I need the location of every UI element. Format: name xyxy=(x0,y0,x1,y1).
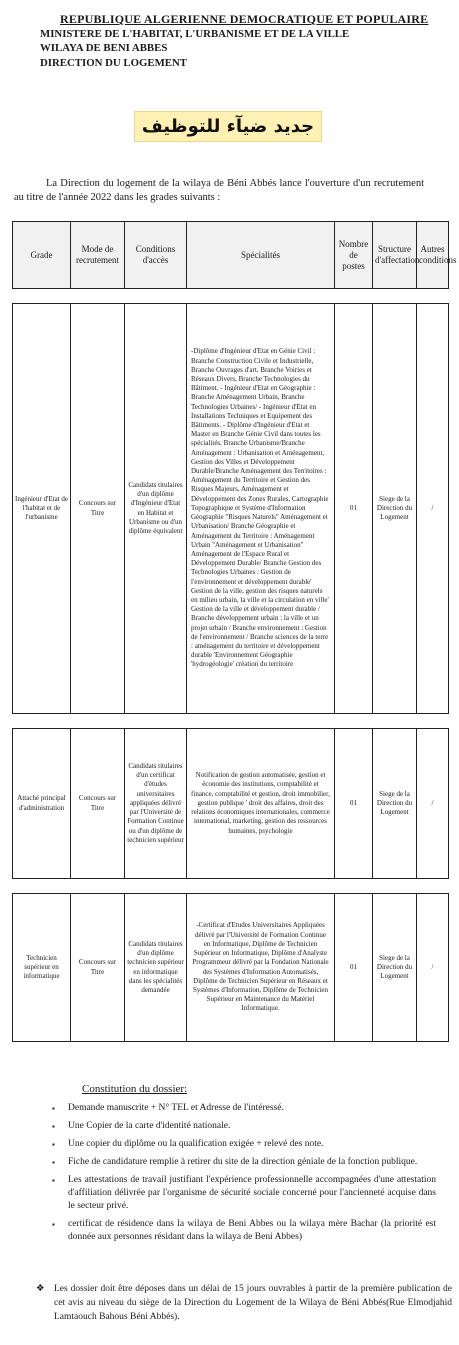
table-row xyxy=(13,304,449,714)
wilaya-line: WILAYA DE BENI ABBES xyxy=(40,42,168,54)
table-row xyxy=(13,729,449,879)
row-structure: Siege de la Direction du Logement xyxy=(373,304,417,714)
row-mode: Concours sur Titre xyxy=(71,304,125,714)
table-header-row xyxy=(13,222,449,289)
row-autres: / xyxy=(417,729,449,879)
table-separator xyxy=(13,714,449,729)
dossier-title: Constitution du dossier: xyxy=(82,1083,188,1095)
dossier-list xyxy=(36,1102,436,1244)
republic-title: REPUBLIQUE ALGERIENNE DEMOCRATIQUE ET POPULAIRE xyxy=(60,12,429,26)
header-nombre: Nombre de postes xyxy=(335,222,373,289)
row-mode: Concours sur Titre xyxy=(71,894,125,1042)
diamond-bullet-icon: ❖ xyxy=(36,1284,45,1294)
row-specialites: Notification de gestion automatisée, gestion et économie des institutions, comptabilité et finance, comptabilité et gestion, droit immobilier, gestion publique ' droit des affaires, droit des relations économiques internationales, commerce international, marketing, gestion des ressources humaines, psychologie xyxy=(187,729,335,879)
row-grade: Attaché principal d'administration xyxy=(13,729,71,879)
header-mode: Mode de recrutement xyxy=(71,222,125,289)
header-autres: Autres conditions xyxy=(417,222,449,289)
ministry-line: MINISTERE DE L'HABITAT, L'URBANISME ET DE LA VILLE xyxy=(40,27,350,40)
row-conditions: Candidats titulaires d'un certificat d'études universitaires appliquées délivré par l'Université de Formation Continue ou d'un diplôme de technicien supérieur xyxy=(125,729,187,879)
row-nombre: 01 xyxy=(335,729,373,879)
recruitment-table xyxy=(12,221,457,1042)
direction-line: DIRECTION DU LOGEMENT xyxy=(40,56,187,69)
arabic-banner: جديد ضيآء للتوظيف xyxy=(134,111,322,142)
row-mode: Concours sur Titre xyxy=(71,729,125,879)
deadline-text: Les dossier doit être déposes dans un délai de 15 jours ouvrables à partir de la première publication de cet avis au niveau du siège de la Direction du Logement de la Wilaya de Béni Abbés(Rue Elmodjahid Lamtaouch Bahous Béni Abbés). xyxy=(54,1284,452,1322)
dossier-section xyxy=(36,1083,436,1249)
row-autres: / xyxy=(417,304,449,714)
row-specialites: -Diplôme d'Ingénieur d'Etat en Génie Civil : Branche Construction Civile et Industrielle, Branche Ouvrages d'art, Branche Voiries et Réseaux Divers, Branche Technologies du Bâtiment. - Ingénieur d'Etat en Géographie : Branche Aménagement Urbain, Branche Technologies Urbaines/ - Ingénieur d'Etat en Installations Techniques et Equipement des Bâtiments. - Diplôme d'Ingénieur d'Etat et Master en Branche Génie Civil dans toutes les spécialités, Branche Urbanisme/Branche Aménagement : Urbanisation et Aménagement, Gestion des Villes et Développement Durable/Branche Aménagement des Territoires : Aménagement du Territoire et Gestion des Risques Majeurs, Aménagement et Développement des Zones Rurales, Cartographie Topographique et Système d'Information Géographie "Risques Naturels" Aménagement et Urbanisation/ Branche Géographie et Aménagement du Territoire : Aménagement Urbain "Aménagement et Urbanisation" Aménagement de l'Espace Rural et Développement Durable/ Branche Gestion des Technologies Urbaines : Gestion de l'environnement et développement durable' Gestion de la ville, gestion des risques naturels en milieu urbain, la ville et la circulation en ville' Gestion de la ville et développement durable / Branche développement urbain : la ville et un projet urbain / Branche environnement : Gestion de l'environnement / Branche sciences de la terre : aménagement du territoire et développement durable 'Environnement Géographie 'hydrogéologie' création du territoire xyxy=(187,304,335,714)
row-conditions: Candidats titulaires d'un diplôme d'Ingénieur d'Etat en Habitat et Urbanisme ou d'un diplôme équivalent xyxy=(125,304,187,714)
table-separator xyxy=(13,879,449,894)
row-structure: Siege de la Direction du Logement xyxy=(373,729,417,879)
row-grade: Ingénieur d'Etat de l'habitat et de l'urbanisme xyxy=(13,304,71,714)
list-item: ▪ Demande manuscrite + N° TEL et Adresse de l'intéressé. xyxy=(36,1102,436,1115)
intro-paragraph: La Direction du logement de la wilaya de Béni Abbés lance l'ouverture d'un recrutement au titre de l'année 2022 dans les grades suivants : xyxy=(14,178,424,203)
list-item: ▪ Les attestations de travail justifiant l'expérience professionnelle accompagnées d'une attestation d'affiliation délivrée par l'organisme de sécurité sociale concerné pour l'ancienneté acquise dans le secteur privé. xyxy=(36,1174,436,1213)
table-separator xyxy=(13,289,449,304)
list-item: ▪ Fiche de candidature remplie à retirer du site de la direction géniale de la fonction publique. xyxy=(36,1156,436,1169)
row-conditions: Candidats titulaires d'un diplôme technicien supérieur en informatique dans les spécialités demandée xyxy=(125,894,187,1042)
deadline-paragraph xyxy=(36,1282,452,1324)
row-structure: Siege de la Direction du Logement xyxy=(373,894,417,1042)
table-row xyxy=(13,894,449,1042)
list-item: ▪ Une copier du diplôme ou la qualification exigée + relevé des note. xyxy=(36,1138,436,1151)
header-grade: Grade xyxy=(13,222,71,289)
document-header xyxy=(40,12,440,70)
row-grade: Technicien supérieur en informatique xyxy=(13,894,71,1042)
row-specialites: -Certificat d'Etudes Universitaires Appliquées délivré par l'Université de Formation Continue en Informatique, Diplôme de Technicien Supérieur en Informatique, Diplôme d'Analyste Programmeur délivré par la Fondation Nationale des Systèmes d'Information Automatisés, Diplôme de Technicien Supérieur en Réseaux et Systèmes d'Information, Diplôme de Technicien Supérieur en Maintenance du Matériel Informatique. xyxy=(187,894,335,1042)
row-nombre: 01 xyxy=(335,304,373,714)
list-item: ▪ certificat de résidence dans la wilaya de Beni Abbes ou la wilaya mère Bachar (la priorité est donnée aux personnes résidant dans la wilaya de Beni Abbes) xyxy=(36,1218,436,1244)
row-nombre: 01 xyxy=(335,894,373,1042)
header-conditions: Conditions d'accès xyxy=(125,222,187,289)
header-specialites: Spécialités xyxy=(187,222,335,289)
header-structure: Structure d'affectation xyxy=(373,222,417,289)
row-autres: / xyxy=(417,894,449,1042)
list-item: ▪ Une Copier de la carte d'identité nationale. xyxy=(36,1120,436,1133)
